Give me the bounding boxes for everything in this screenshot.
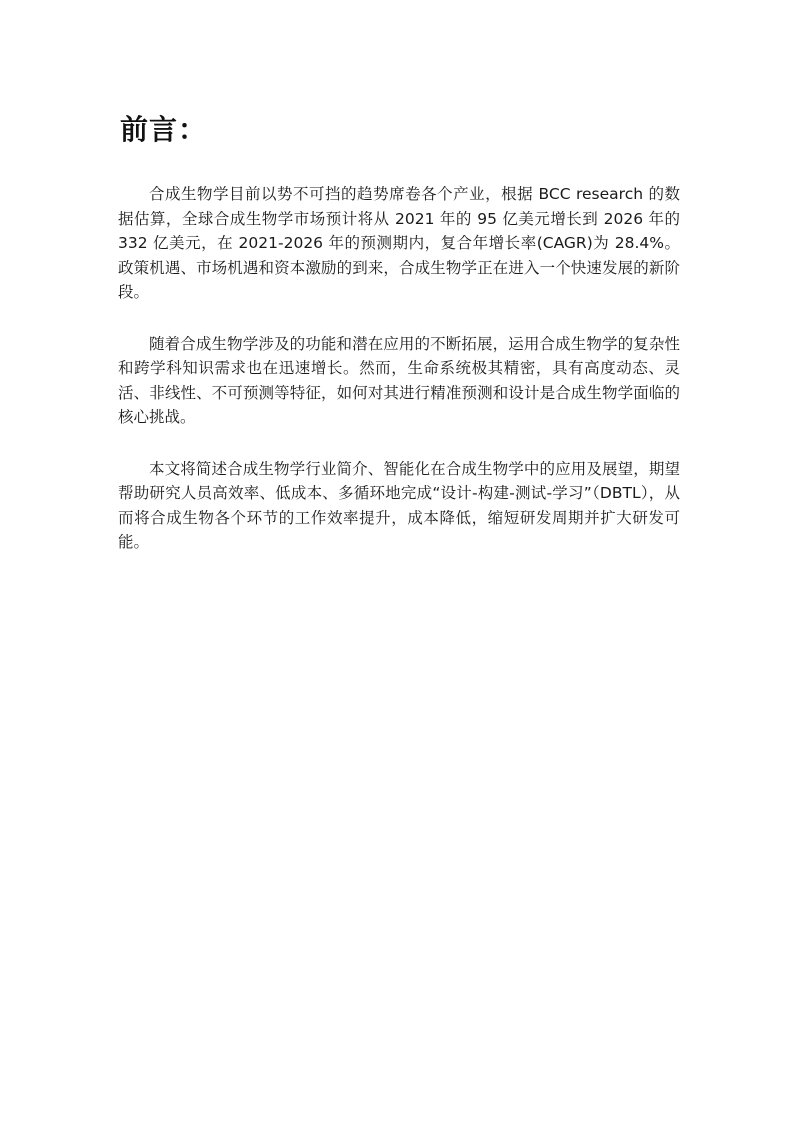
paragraph-market-overview: 合成生物学目前以势不可挡的趋势席卷各个产业，根据 BCC research 的数据估算，全球合成生物学市场预计将从 2021 年的 95 亿美元增长到 2026 年的 332 亿美元，在 2021-2026 年的预测期内，复合年增长率(CAGR)为 28.4%。政策机遇、市场机遇和资本激励的到来，合成生物学正在进入一个快速发展的新阶段。 <box>118 185 680 301</box>
document-body <box>118 182 680 582</box>
paragraph-article-scope: 本文将简述合成生物学行业简介、智能化在合成生物学中的应用及展望，期望帮助研究人员高效率、低成本、多循环地完成“设计-构建-测试-学习”（DBTL），从而将合成生物各个环节的工作效率提升，成本降低，缩短研发周期并扩大研发可能。 <box>118 459 680 551</box>
page-title: 前言： <box>120 113 208 146</box>
paragraph-challenges: 随着合成生物学涉及的功能和潜在应用的不断拓展，运用合成生物学的复杂性和跨学科知识需求也在迅速增长。然而，生命系统极其精密，具有高度动态、灵活、非线性、不可预测等特征，如何对其进行精准预测和设计是合成生物学面临的核心挑战。 <box>118 334 680 426</box>
